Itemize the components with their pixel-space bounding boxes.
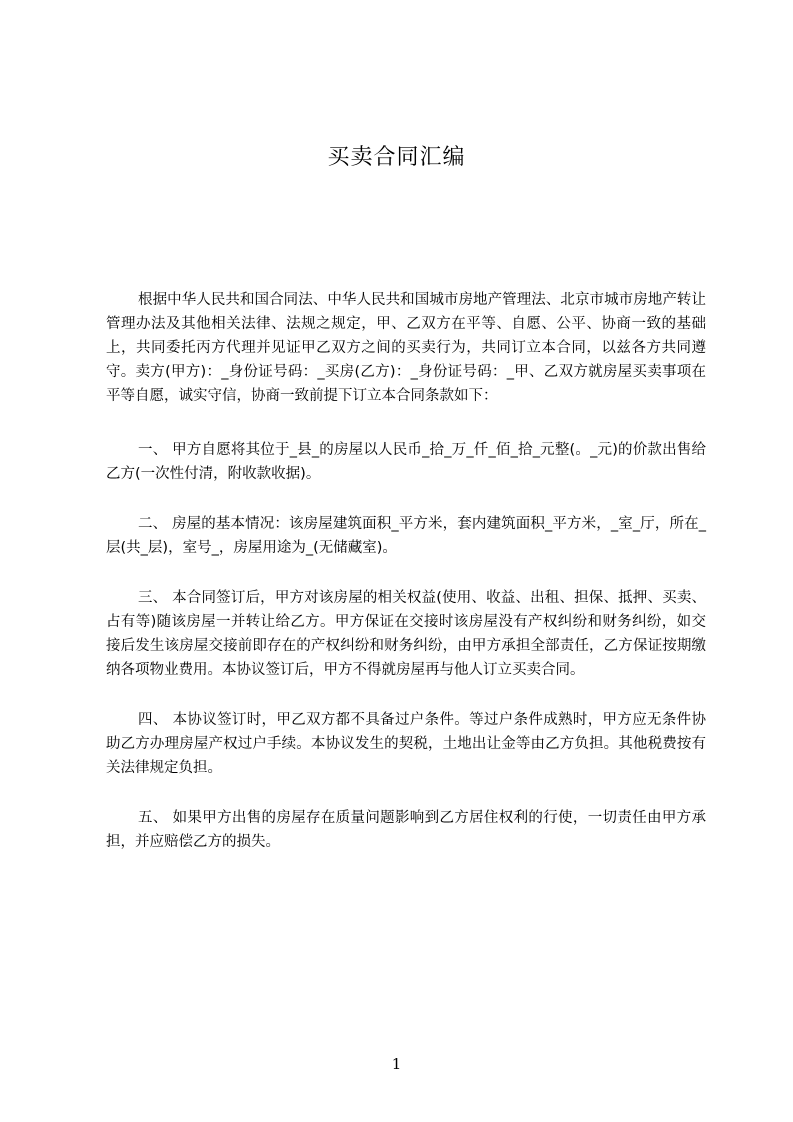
clause-5-paragraph: 五、 如果甲方出售的房屋存在质量问题影响到乙方居住权利的行使，一切责任由甲方承担，并应赔偿乙方的损失。 [106,810,706,850]
clause-3-paragraph: 三、 本合同签订后，甲方对该房屋的相关权益(使用、收益、出租、担保、抵押、买卖、占有等)随该房屋一并转让给乙方。甲方保证在交接时该房屋没有产权纠纷和财务纠纷，如交接后发生该房屋交接前即存在的产权纠纷和财务纠纷，由甲方承担全部责任，乙方保证按期缴纳各项物业费用。本协议签订后，甲方不得就房屋再与他人订立买卖合同。 [106,590,706,678]
intro-paragraph: 根据中华人民共和国合同法、中华人民共和国城市房地产管理法、北京市城市房地产转让管理办法及其他相关法律、法规之规定，甲、乙双方在平等、自愿、公平、协商一致的基础上，共同委托丙方代理并见证甲乙双方之间的买卖行为，共同订立本合同，以兹各方共同遵守。卖方(甲方)：_身份证号码：_买房(乙方)：_身份证号码：_甲、乙双方就房屋买卖事项在平等自愿，诚实守信，协商一致前提下订立本合同条款如下： [106,292,706,404]
clause-4-paragraph: 四、 本协议签订时，甲乙双方都不具备过户条件。等过户条件成熟时，甲方应无条件协助乙方办理房屋产权过户手续。本协议发生的契税，土地出让金等由乙方负担。其他税费按有关法律规定负担。 [106,712,706,776]
document-body [106,288,706,880]
page-number: 1 [391,1055,402,1073]
document-title: 买卖合同汇编 [327,145,466,170]
clause-2-paragraph: 二、 房屋的基本情况：该房屋建筑面积_平方米，套内建筑面积_平方米，_室_厅，所在_层(共_层)，室号_，房屋用途为_(无储藏室)。 [106,516,706,556]
clause-1-paragraph: 一、 甲方自愿将其位于_县_的房屋以人民币_拾_万_仟_佰_拾_元整(。_元)的价款出售给乙方(一次性付清，附收款收据)。 [106,442,706,482]
